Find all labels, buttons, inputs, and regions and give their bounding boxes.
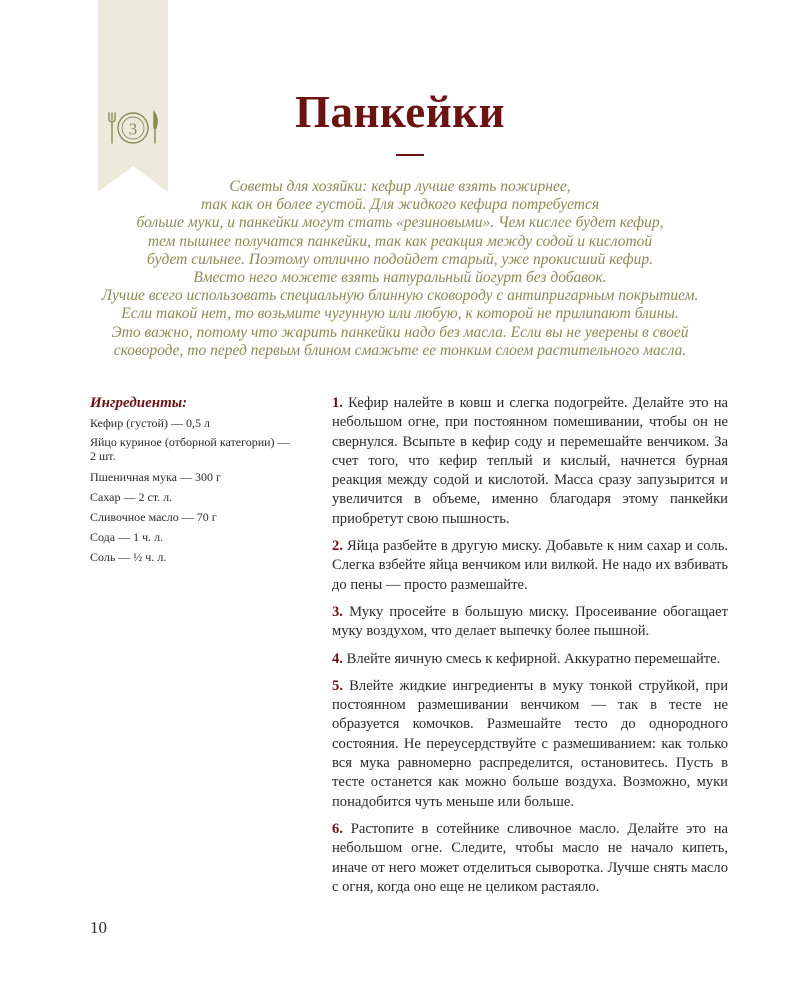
step-2: [332, 537, 728, 595]
ingredient-item: Соль — ½ ч. л.: [90, 550, 167, 564]
ingredient-item: Сливочное масло — 70 г: [90, 510, 217, 524]
recipe-title: Панкейки: [295, 87, 505, 137]
tips-line: Советы для хозяйки: кефир лучше взять пожирнее,: [229, 178, 571, 195]
step-text: Растопите в сотейнике сливочное масло. Делайте это на небольшом огне. Следите, чтобы масло не начало кипеть, иначе от него может отделиться сыворотка. Лучше снять масло с огня, когда оно еще не целиком растаяло.: [332, 820, 728, 895]
ingredient-item: Сахар — 2 ст. л.: [90, 490, 173, 504]
step-6: [332, 820, 728, 897]
step-number: 6.: [332, 820, 343, 837]
steps-list: [332, 394, 728, 905]
step-1: [332, 394, 728, 529]
step-text: Влейте жидкие ингредиенты в муку тонкой струйкой, при постоянном размешивании венчиком — так в тесте не образуется комочков. Размешайте тесто до однородного состояния. Не переусердствуйте с размешиванием: как только вся мука равномерно распределится, остановитесь. Пусть в тесте останется как можно больше воздуха. Возможно, муки понадобится чуть меньше или больше.: [332, 677, 728, 810]
ingredients-heading: Ингредиенты:: [90, 395, 188, 411]
step-text: Муку просейте в большую миску. Просеивание обогащает муку воздухом, что делает выпечку более пышной.: [332, 603, 728, 640]
step-3: [332, 603, 728, 642]
title-divider: [396, 154, 424, 156]
tips-line: тем пышнее получатся панкейки, так как реакция между содой и кислотой: [147, 232, 653, 250]
step-number: 1.: [332, 395, 343, 411]
ingredients-list: [90, 394, 290, 568]
tips-line: Вместо него можете взять натуральный йогурт без добавок.: [193, 269, 607, 287]
tips-line: Лучше всего использовать специальную блинную сковороду с антипригарным покрытием.: [101, 287, 699, 305]
tips-line: так как он более густой. Для жидкого кефира потребуется: [200, 196, 600, 214]
tips-line: Если такой нет, то возьмите чугунную или любую, к которой не прилипают блины.: [121, 305, 679, 323]
step-5: [332, 677, 728, 812]
tips-line: сковороде, то перед первым блином смажьте ее тонким слоем растительного масла.: [113, 341, 687, 359]
step-text: Яйца разбейте в другую миску. Добавьте к ним сахар и соль. Слегка взбейте яйца венчиком или вилкой. Не надо их взбивать до пены — просто размешайте.: [332, 538, 728, 593]
chapter-number: 3: [128, 119, 138, 139]
step-number: 3.: [332, 603, 343, 620]
step-text: Кефир налейте в ковш и слегка подогрейте. Делайте это на небольшом огне, при постоянном помешивании, чтобы он не свернулся. Всыпьте в кефир соду и перемешайте венчиком. За счет того, что кефир теплый и кислый, начнется бурная реакция между содой и кислотой. Масса сразу запузырится и увеличится в объеме, именно благодаря этому панкейки приобретут свою пышность.: [332, 395, 728, 527]
tips-line: будет сильнее. Поэтому отлично подойдет старый, уже прокисший кефир.: [147, 250, 653, 268]
ingredient-item: Сода — 1 ч. л.: [90, 530, 164, 544]
step-number: 5.: [332, 677, 343, 694]
ingredient-item: Кефир (густой) — 0,5 л: [90, 416, 210, 430]
tips-line: больше муки, и панкейки могут стать «резиновыми». Чем кислее будет кефир,: [136, 214, 664, 232]
step-4: [332, 650, 728, 669]
ingredient-item: Пшеничная мука — 300 г: [90, 470, 221, 484]
step-number: 4.: [332, 650, 343, 667]
step-number: 2.: [332, 538, 343, 555]
step-text: Влейте яичную смесь к кефирной. Аккуратно перемешайте.: [346, 650, 721, 667]
page-number: 10: [90, 918, 107, 937]
tips-line: Это важно, потому что жарить панкейки надо без масла. Если вы не уверены в своей: [111, 323, 689, 341]
tips-paragraph: [60, 178, 740, 360]
ingredient-item: Яйцо куриное (отборной категории) — 2 шт.: [90, 435, 290, 463]
